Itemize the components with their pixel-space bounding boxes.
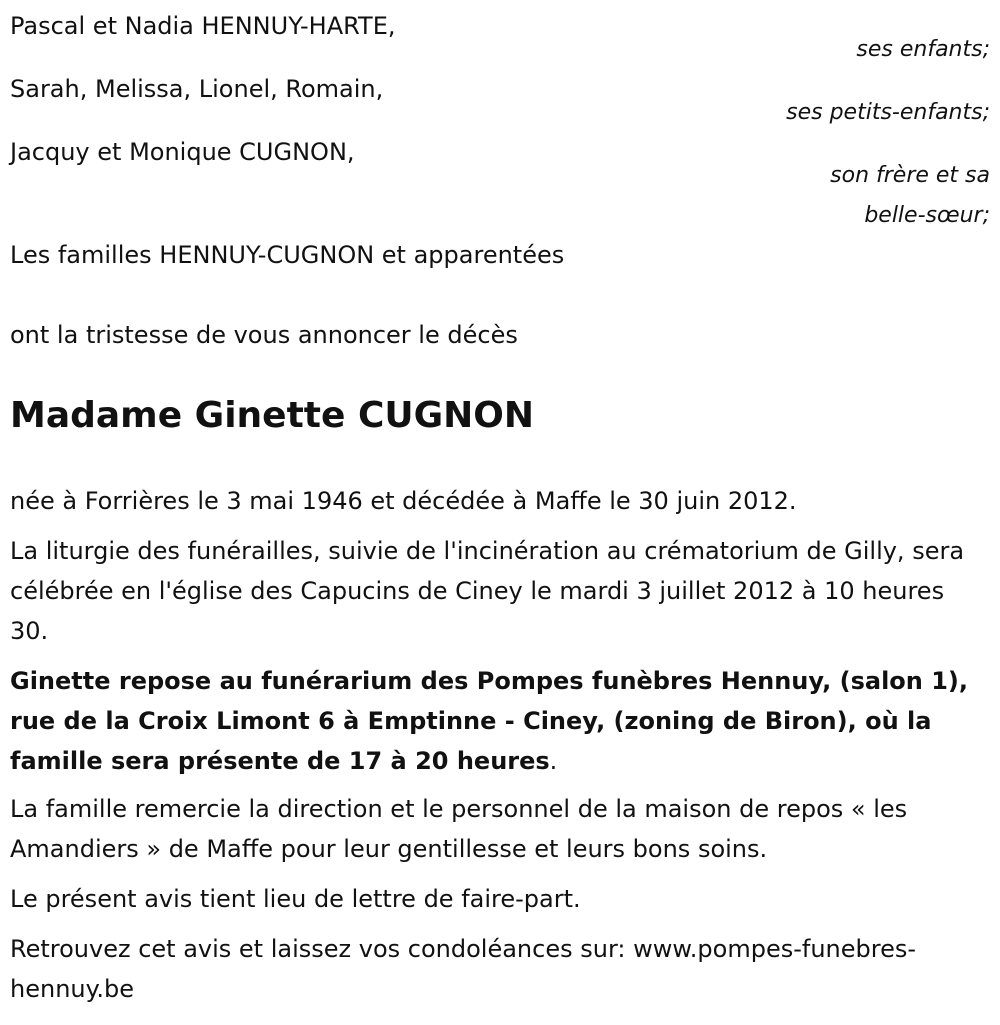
rest-end-text: . bbox=[549, 747, 558, 775]
deceased-name: Madame Ginette CUGNON bbox=[10, 395, 535, 436]
grandchildren-role: ses petits-enfants; bbox=[786, 100, 990, 125]
children-role: ses enfants; bbox=[856, 37, 990, 62]
liturgy-paragraph: La liturgie des funérailles, suivie de l'incinération au crématorium de Gilly, sera célébrée en l'église des Capucins de Ciney le mardi 3 juillet 2012 à 10 heures 30. bbox=[10, 537, 965, 645]
announcement-line: ont la tristesse de vous annoncer le décès bbox=[10, 321, 518, 349]
sibling-names: Jacquy et Monique CUGNON, bbox=[10, 138, 355, 166]
rest-bold-text: Ginette repose au funérarium des Pompes funèbres Hennuy, (salon 1), rue de la Croix Limont 6 à Emptinne - Ciney, (zoning de Biron), où la famille sera présente de 17 à 20 heures bbox=[10, 667, 969, 775]
thanks-paragraph: La famille remercie la direction et le personnel de la maison de repos « les Amandiers » de Maffe pour leur gentillesse et leurs bons soins. bbox=[10, 795, 908, 863]
rest-paragraph bbox=[10, 661, 985, 781]
birth-death-paragraph: née à Forrières le 3 mai 1946 et décédée à Maffe le 30 juin 2012. bbox=[10, 487, 797, 515]
website-paragraph: Retrouvez cet avis et laissez vos condoléances sur: www.pompes-funebres-hennuy.be bbox=[10, 935, 917, 1003]
grandchildren-names: Sarah, Melissa, Lionel, Romain, bbox=[10, 75, 384, 103]
families-line: Les familles HENNUY-CUGNON et apparentées bbox=[10, 241, 565, 269]
children-names: Pascal et Nadia HENNUY-HARTE, bbox=[10, 12, 396, 40]
sibling-role-line2: belle-sœur; bbox=[864, 203, 990, 228]
sibling-role-line1: son frère et sa bbox=[830, 163, 990, 188]
notice-paragraph: Le présent avis tient lieu de lettre de faire-part. bbox=[10, 885, 581, 913]
